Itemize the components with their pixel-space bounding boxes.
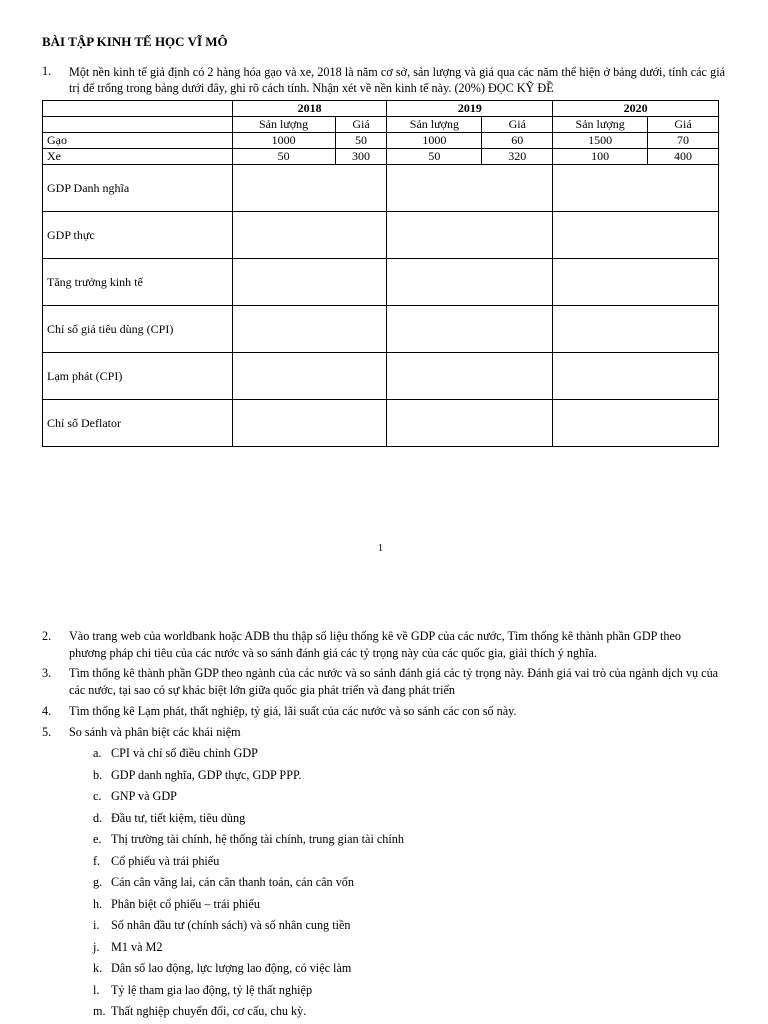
blank-answer-cell <box>387 165 553 212</box>
question-1-text: Một nền kinh tế giả định có 2 hàng hóa gạo và xe, 2018 là năm cơ sở, sản lượng và giá qua các năm thể hiện ở bảng dưới, tính các giá trị để trống trong bảng dưới đây, ghi rõ cách tính. Nhận xét về nền kinh tế này. (20%) ĐỌC KỸ ĐỀ <box>69 65 725 95</box>
table-cell: 320 <box>482 149 553 165</box>
table-subheader-row <box>43 117 719 133</box>
question-text: So sánh và phân biệt các khái niệm <box>69 725 241 739</box>
year-header-2019: 2019 <box>387 101 553 117</box>
sub-item-label: l. <box>93 982 100 997</box>
row-label: GDP Danh nghĩa <box>43 165 233 212</box>
table-cell: 50 <box>387 149 482 165</box>
sub-item-label: d. <box>93 810 103 825</box>
row-label: Chỉ số giá tiêu dùng (CPI) <box>43 306 233 353</box>
sub-item-text: Thị trường tài chính, hệ thống tài chính, trung gian tài chính <box>111 832 404 846</box>
table-cell: 100 <box>553 149 648 165</box>
row-label: Chỉ số Deflator <box>43 400 233 447</box>
sub-item-label: c. <box>93 789 102 803</box>
table-cell: 60 <box>482 133 553 149</box>
row-label: Lạm phát (CPI) <box>43 353 233 400</box>
column-header-quantity: Sản lượng <box>387 117 482 133</box>
table-row-inflation <box>43 353 719 400</box>
table-cell: 1500 <box>553 133 648 149</box>
question-1-number: 1. <box>42 64 52 78</box>
question-text: Tìm thống kê thành phần GDP theo ngành của các nước và so sánh đánh giá các tỷ trọng này. Đánh giá vai trò của ngành dịch vụ của các nước, tại sao có sự khác biệt lớn giữa quốc gia phát triển và đang phát triển <box>69 666 719 697</box>
year-header-2020: 2020 <box>553 101 719 117</box>
sub-item-label: a. <box>93 746 102 760</box>
blank-answer-cell <box>387 400 553 447</box>
table-empty-cell <box>43 117 233 133</box>
table-row-growth <box>43 259 719 306</box>
table-header-row <box>43 101 719 117</box>
data-table <box>42 100 719 447</box>
sub-item-label: b. <box>93 767 103 782</box>
sub-item-text: GNP và GDP <box>111 789 177 803</box>
blank-answer-cell <box>553 353 719 400</box>
row-label: Xe <box>43 149 233 165</box>
row-label: GDP thực <box>43 212 233 259</box>
table-cell: 70 <box>648 133 719 149</box>
blank-answer-cell <box>232 306 387 353</box>
sub-item-label: g. <box>93 875 103 889</box>
document-title: BÀI TẬP KINH TẾ HỌC VĨ MÔ <box>42 34 228 49</box>
blank-answer-cell <box>232 259 387 306</box>
table-row-cpi <box>43 306 719 353</box>
blank-answer-cell <box>553 306 719 353</box>
table-cell: 300 <box>335 149 387 165</box>
sub-item-label: k. <box>93 961 103 975</box>
blank-answer-cell <box>387 353 553 400</box>
row-label: Tăng trưởng kinh tế <box>43 259 233 306</box>
column-header-quantity: Sản lượng <box>232 117 335 133</box>
sub-item-label: h. <box>93 896 103 911</box>
year-header-2018: 2018 <box>232 101 387 117</box>
column-header-price: Giá <box>335 117 387 133</box>
blank-answer-cell <box>553 165 719 212</box>
blank-answer-cell <box>553 400 719 447</box>
blank-answer-cell <box>232 353 387 400</box>
table-cell: 400 <box>648 149 719 165</box>
question-text: Tìm thống kê Lạm phát, thất nghiệp, tỷ giá, lãi suất của các nước và so sánh các con số này. <box>69 704 517 718</box>
sub-item-text: Cổ phiếu và trái phiếu <box>111 853 220 868</box>
sub-item-text: Phân biệt cổ phiếu – trái phiếu <box>111 896 260 911</box>
blank-answer-cell <box>387 306 553 353</box>
table-cell: 1000 <box>387 133 482 149</box>
row-label: Gạo <box>43 133 233 149</box>
column-header-price: Giá <box>648 117 719 133</box>
page-number: 1 <box>378 543 383 554</box>
question-number: 5. <box>42 725 52 739</box>
sub-item-label: j. <box>93 939 100 954</box>
sub-item-text: Cán cân vãng lai, cán cân thanh toán, cán cân vốn <box>111 875 354 889</box>
blank-answer-cell <box>232 212 387 259</box>
table-row-car <box>43 149 719 165</box>
table-row-deflator <box>43 400 719 447</box>
blank-answer-cell <box>232 165 387 212</box>
table-corner-cell <box>43 101 233 117</box>
blank-answer-cell <box>553 212 719 259</box>
sub-item-text: Thất nghiệp chuyển đổi, cơ cấu, chu kỳ. <box>111 1004 307 1018</box>
question-number: 2. <box>42 629 52 643</box>
blank-answer-cell <box>232 400 387 447</box>
sub-item-label: i. <box>93 918 100 932</box>
column-header-quantity: Sản lượng <box>553 117 648 133</box>
question-text: Vào trang web của worldbank hoặc ADB thu thập số liệu thống kê về GDP của các nước, Tìm thống kê thành phần GDP theo phương pháp chi tiêu của các nước và so sánh đánh giá các tỷ trọng này của các quốc gia, giải thích ý nghĩa. <box>69 629 682 660</box>
table-row-nominal-gdp <box>43 165 719 212</box>
sub-item-text: M1 và M2 <box>111 939 163 954</box>
sub-item-label: m. <box>93 1004 106 1018</box>
question-number: 3. <box>42 666 52 680</box>
sub-item-text: Tỷ lệ tham gia lao động, tỷ lệ thất nghiệp <box>111 982 313 997</box>
sub-item-text: Số nhân đầu tư (chính sách) và số nhân cung tiền <box>111 918 351 932</box>
table-row-rice <box>43 133 719 149</box>
sub-item-label: e. <box>93 832 102 846</box>
blank-answer-cell <box>387 212 553 259</box>
table-cell: 1000 <box>232 133 335 149</box>
sub-item-text: CPI và chỉ số điều chỉnh GDP <box>111 746 258 760</box>
sub-item-label: f. <box>93 853 101 868</box>
table-row-real-gdp <box>43 212 719 259</box>
table-cell: 50 <box>232 149 335 165</box>
table-cell: 50 <box>335 133 387 149</box>
sub-item-text: Đầu tư, tiết kiệm, tiêu dùng <box>111 810 246 825</box>
blank-answer-cell <box>387 259 553 306</box>
column-header-price: Giá <box>482 117 553 133</box>
question-number: 4. <box>42 704 52 718</box>
sub-item-text: Dân số lao động, lực lượng lao động, có việc làm <box>111 961 352 975</box>
blank-answer-cell <box>553 259 719 306</box>
sub-item-text: GDP danh nghĩa, GDP thực, GDP PPP. <box>111 767 302 782</box>
